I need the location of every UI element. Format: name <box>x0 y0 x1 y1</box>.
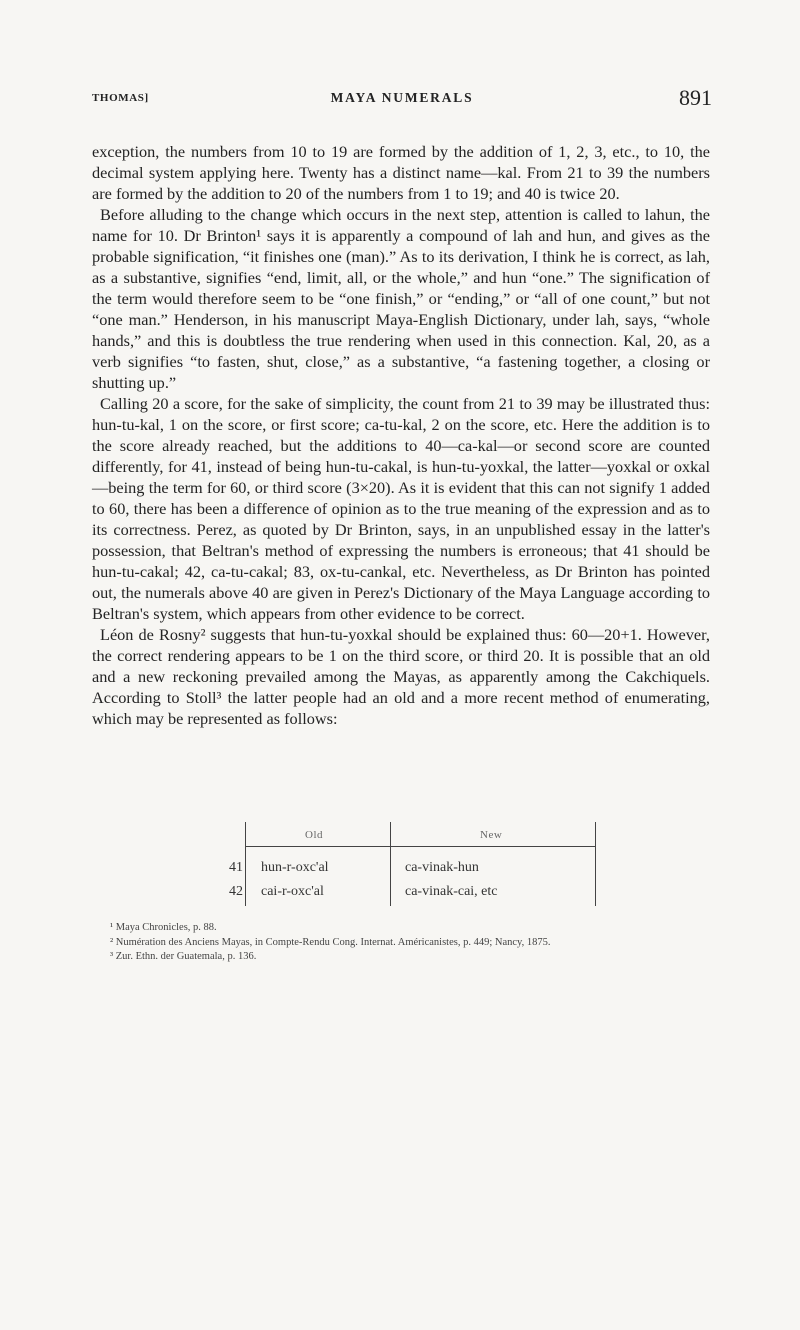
header-title: MAYA NUMERALS <box>330 90 474 105</box>
paragraph-3: Calling 20 a score, for the sake of simplicity, the count from 21 to 39 may be illustrated thus: hun-tu-kal, 1 on the score, or first score; ca-tu-kal, 2 on the score, etc. Here the addition is to the score already reached, but the additions to 40—ca-kal—or second score are counted differently, for 41, instead of being hun-tu-cakal, is hun-tu-yoxkal, the latter—yoxkal or oxkal—being the term for 60, or third score (3×20). As it is evident that this can not signify 1 added to 60, there has been a difference of opinion as to the true meaning of the expression and as to its correctness. Perez, as quoted by Dr Brinton, says, in an unpublished essay in the latter's possession, that Beltran's method of expressing the numbers is erroneous; that 41 should be hun-tu-cakal; 42, ca-tu-cakal; 83, ox-tu-cankal, etc. Nevertheless, as Dr Brinton has pointed out, the numerals above 40 are given in Perez's Dictionary of the Maya Language according to Beltran's system, which appears from other evidence to be correct. <box>92 394 710 623</box>
footnote-3: ³ Zur. Ethn. der Guatemala, p. 136. <box>110 951 257 962</box>
header-author: THOMAS] <box>92 92 149 104</box>
table-row-2-new: ca-vinak-cai, etc <box>405 884 498 899</box>
table-left-rule <box>245 822 246 906</box>
page-number: 891 <box>679 85 712 110</box>
footnotes <box>110 921 710 965</box>
table-row-2-old: cai-r-oxc'al <box>261 884 324 899</box>
table-center-rule <box>390 822 391 906</box>
running-header <box>92 85 712 112</box>
paragraph-1: exception, the numbers from 10 to 19 are formed by the addition of 1, 2, 3, etc., to 10, the decimal system applying here. Twenty has a distinct name—kal. From 21 to 39 the numbers are formed by the addition to 20 of the numbers from 1 to 19; and 40 is twice 20. <box>92 142 710 203</box>
table-row-1-new: ca-vinak-hun <box>405 860 479 875</box>
table-header-new: New <box>480 829 503 841</box>
footnote-1: ¹ Maya Chronicles, p. 88. <box>110 922 217 933</box>
numeral-table <box>229 822 597 906</box>
paragraph-2: Before alluding to the change which occurs in the next step, attention is called to lahun, the name for 10. Dr Brinton¹ says it is apparently a compound of lah and hun, and gives as the probable signification, “it finishes one (man).” As to its derivation, I think he is correct, as lah, as a substantive, signifies “end, limit, all, or the whole,” and hun “one.” The signification of the term would therefore seem to be “one finish,” or “ending,” or “all of one count,” but not “one man.” Henderson, in his manuscript Maya-English Dictionary, under lah, says, “whole hands,” and this is doubtless the true rendering when used in this connection. Kal, 20, as a verb signifies “to fasten, shut, close,” as a substantive, “a fastening together, a closing or shutting up.” <box>92 205 710 392</box>
body-text <box>92 141 710 729</box>
table-row-1-old: hun-r-oxc'al <box>261 860 329 875</box>
table-header-rule <box>245 846 596 847</box>
table-row-1-number: 41 <box>229 860 243 875</box>
table-row-2-number: 42 <box>229 884 243 899</box>
paragraph-4: Léon de Rosny² suggests that hun-tu-yoxkal should be explained thus: 60—20+1. However, the correct rendering appears to be 1 on the third score, or third 20. It is possible that an old and a new reckoning prevailed among the Mayas, as apparently among the Cakchiquels. According to Stoll³ the latter people had an old and a more recent method of enumerating, which may be represented as follows: <box>92 625 710 728</box>
table-header-old: Old <box>305 829 323 841</box>
footnote-2: ² Numération des Anciens Mayas, in Compte-Rendu Cong. Internat. Américanistes, p. 449; Nancy, 1875. <box>110 936 551 948</box>
table-right-rule <box>595 822 596 906</box>
